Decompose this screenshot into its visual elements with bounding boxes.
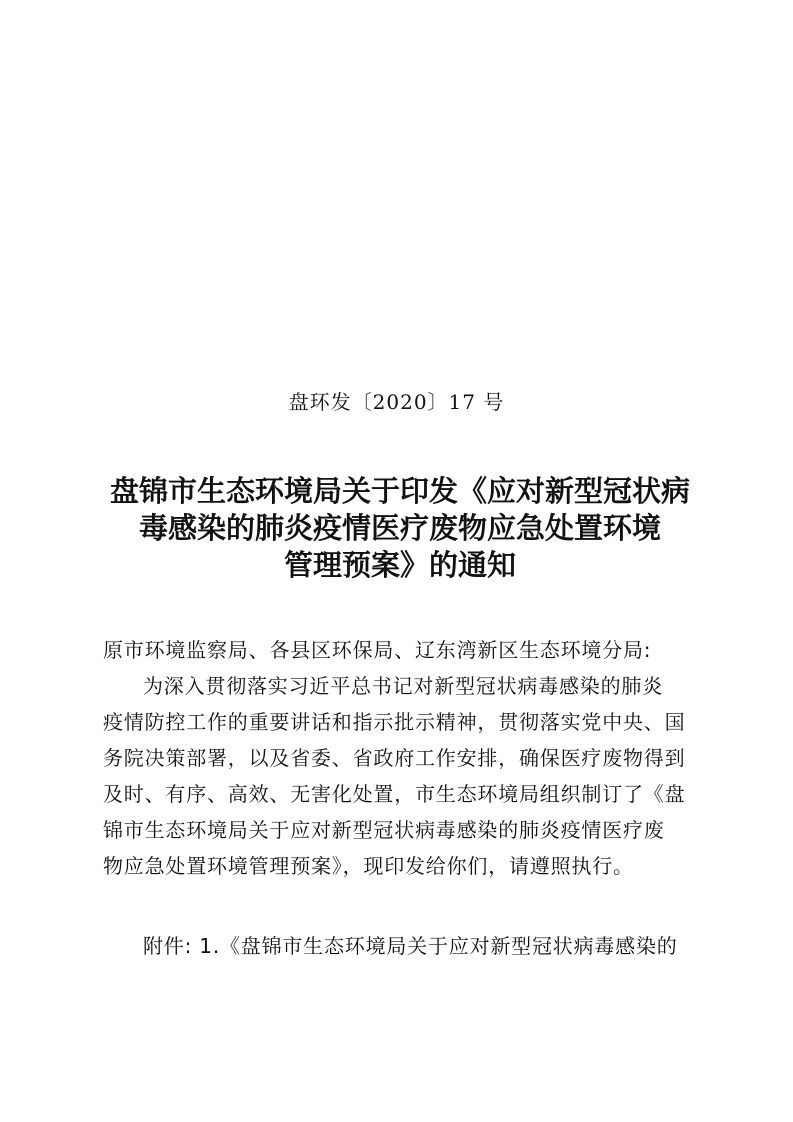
body-line-5: 锦市生态环境局关于应对新型冠状病毒感染的肺炎疫情医疗废 (103, 818, 665, 842)
body-line-3: 务院决策部署，以及省委、省政府工作安排，确保医疗废物得到 (103, 746, 686, 770)
title-line-3: 管理预案》的通知 (283, 548, 516, 582)
body-line-2: 疫情防控工作的重要讲话和指示批示精神，贯彻落实党中央、国 (103, 710, 686, 734)
body-line-4: 及时、有序、高效、无害化处置，市生态环境局组织制订了《盘 (103, 782, 686, 806)
title-line-1: 盘锦市生态环境局关于印发《应对新型冠状病 (109, 474, 690, 508)
addressee-line: 原市环境监察局、各县区环保局、辽东湾新区生态环境分局: (103, 638, 652, 662)
title-line-2: 毒感染的肺炎疫情医疗废物应急处置环境 (138, 511, 661, 545)
body-paragraph (103, 668, 693, 884)
body-line-6: 物应急处置环境管理预案》，现印发给你们，请遵照执行。 (103, 854, 634, 878)
body-line-1: 为深入贯彻落实习近平总书记对新型冠状病毒感染的肺炎 (143, 674, 663, 698)
attachment-line: 附件: 1.《盘锦市生态环境局关于应对新型冠状病毒感染的 (143, 934, 678, 958)
document-number: 盘环发〔2020〕17 号 (288, 390, 505, 414)
document-title (100, 473, 700, 584)
